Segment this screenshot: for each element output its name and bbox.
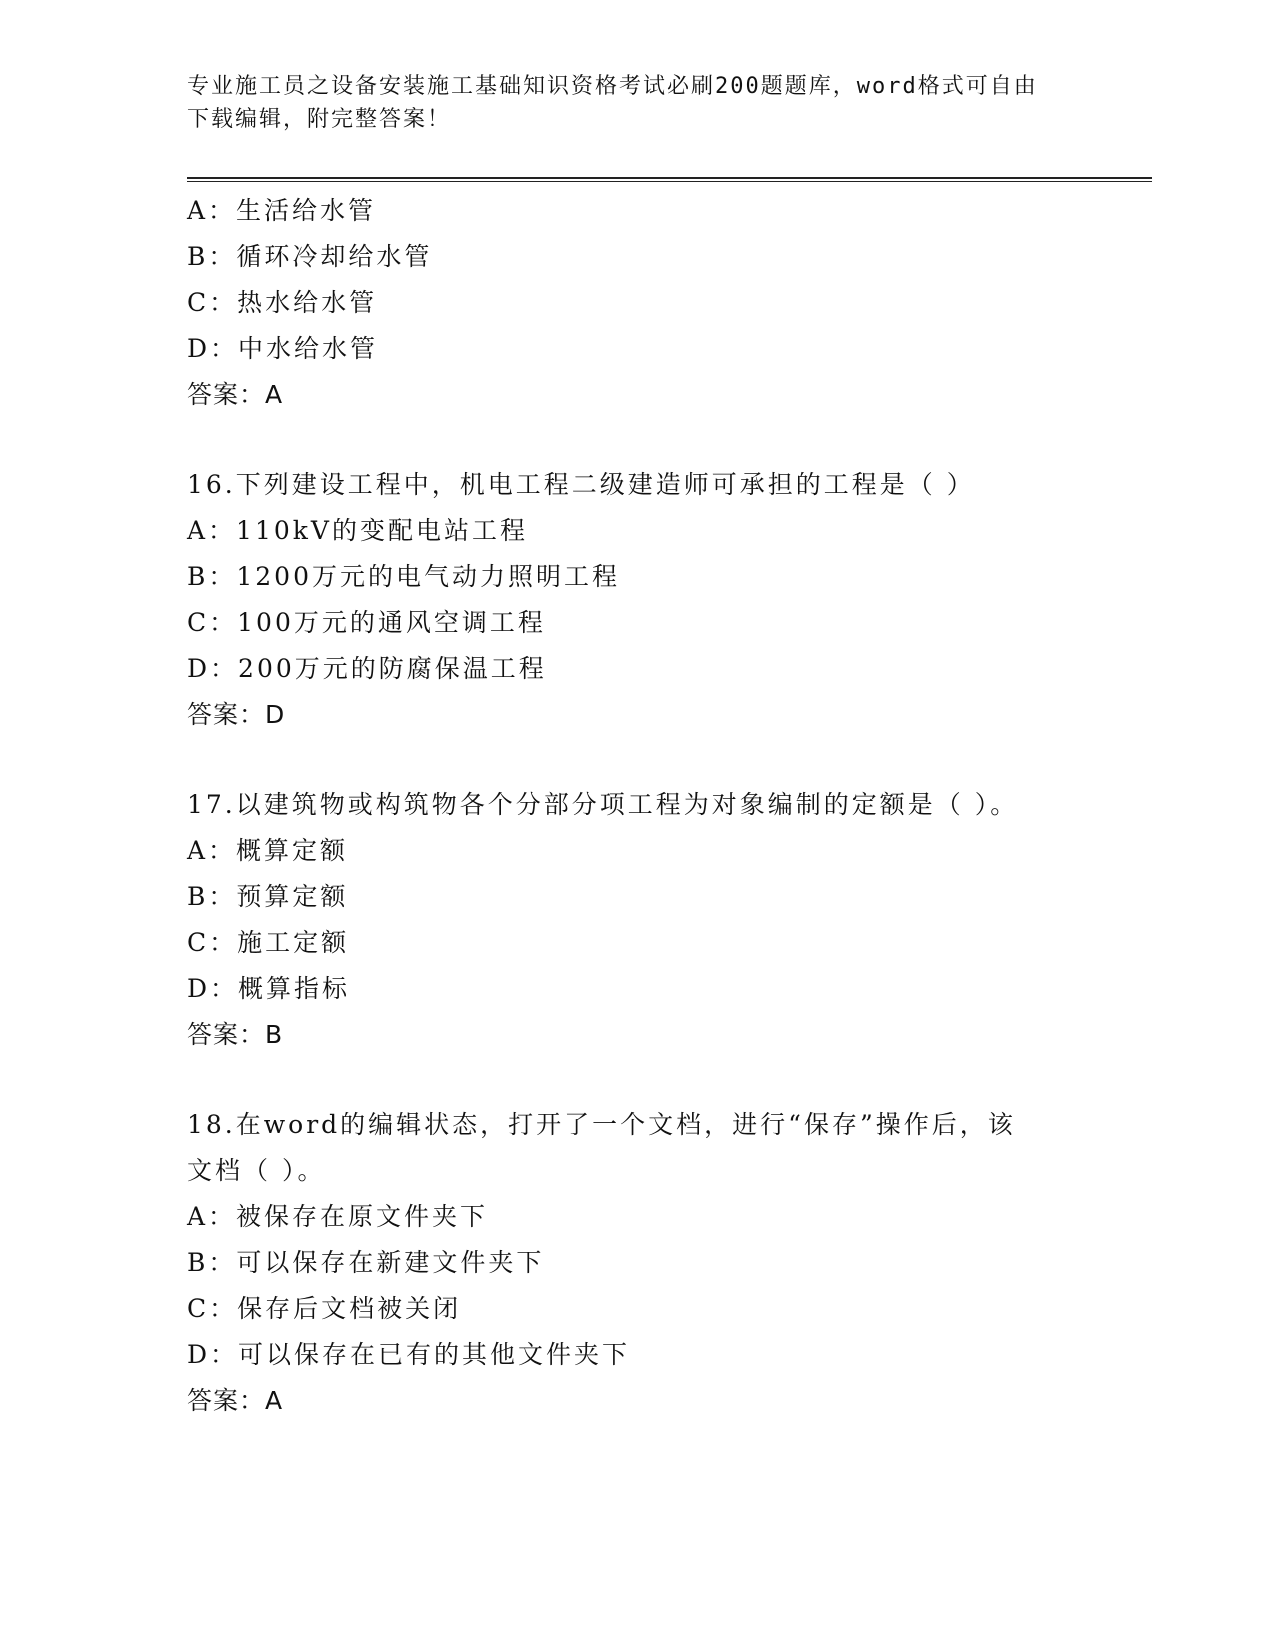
answer-line: 答案：B bbox=[187, 1020, 284, 1049]
option-c: C：热水给水管 bbox=[187, 288, 378, 317]
option-b: B：预算定额 bbox=[187, 882, 349, 911]
option-a: A：110kV的变配电站工程 bbox=[187, 516, 528, 545]
question-16-block bbox=[187, 462, 1147, 738]
answer-line: 答案：A bbox=[187, 1386, 284, 1415]
option-d: D：200万元的防腐保温工程 bbox=[187, 654, 547, 683]
document-body bbox=[187, 188, 1147, 1424]
option-b: B：1200万元的电气动力照明工程 bbox=[187, 562, 620, 591]
question-text: 17.以建筑物或构筑物各个分部分项工程为对象编制的定额是（ ）。 bbox=[187, 790, 1019, 819]
question-17-block bbox=[187, 782, 1147, 1058]
option-c: C：施工定额 bbox=[187, 928, 350, 957]
document-header bbox=[187, 70, 1087, 136]
option-a: A：概算定额 bbox=[187, 836, 349, 865]
option-c: C：保存后文档被关闭 bbox=[187, 1294, 462, 1323]
option-d: D：概算指标 bbox=[187, 974, 351, 1003]
question-text: 16.下列建设工程中，机电工程二级建造师可承担的工程是（ ） bbox=[187, 470, 975, 499]
option-d: D：中水给水管 bbox=[187, 334, 379, 363]
question-text-line-1: 18.在word的编辑状态，打开了一个文档，进行“保存”操作后，该 bbox=[187, 1110, 1016, 1139]
option-b: B：循环冷却给水管 bbox=[187, 242, 433, 271]
answer-line: 答案：A bbox=[187, 380, 284, 409]
option-a: A：生活给水管 bbox=[187, 196, 377, 225]
answer-line: 答案：D bbox=[187, 700, 286, 729]
option-b: B：可以保存在新建文件夹下 bbox=[187, 1248, 545, 1277]
question-15-block bbox=[187, 188, 1147, 418]
option-a: A：被保存在原文件夹下 bbox=[187, 1202, 489, 1231]
header-line-1: 专业施工员之设备安装施工基础知识资格考试必刷200题题库，word格式可自由 bbox=[187, 74, 1038, 99]
question-text-line-2: 文档（ ）。 bbox=[187, 1156, 326, 1185]
option-d: D：可以保存在已有的其他文件夹下 bbox=[187, 1340, 631, 1369]
question-18-block bbox=[187, 1102, 1147, 1424]
header-divider bbox=[187, 177, 1152, 182]
option-c: C：100万元的通风空调工程 bbox=[187, 608, 546, 637]
header-line-2: 下载编辑，附完整答案！ bbox=[187, 107, 452, 132]
